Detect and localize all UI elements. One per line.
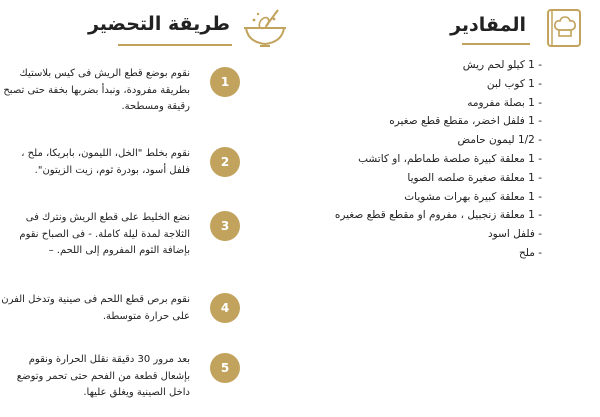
preparation-step: [1, 292, 240, 352]
recipe-book-chef-hat-icon: [540, 8, 588, 48]
ingredient-item: - فلفل اسود: [487, 228, 542, 241]
ingredient-item: - 1 معلقة زنجبيل ، مفروم او مقطع قطع صغيره: [334, 209, 542, 222]
preparation-step: [8, 352, 240, 412]
ingredient-item: - 1 بصلة مفرومه: [467, 96, 542, 109]
step-number-badge: 1: [210, 67, 240, 97]
preparation-step: [8, 210, 240, 270]
step-number-badge: 3: [210, 211, 240, 241]
preparation-step: [8, 146, 240, 206]
ingredient-item: - ملح: [518, 246, 542, 259]
ingredient-item: - 1 فلفل اخضر، مقطع قطع صغيره: [389, 115, 542, 128]
ingredient-item: - 1 معلقة كبيرة بهرات مشويات: [404, 190, 542, 203]
step-text: نقوم بخلط "الخل، الليمون، بابريكا، ملح ، فلفل أسود، بودرة ثوم، زيت الزيتون".: [21, 148, 190, 176]
preparation-header: [87, 6, 298, 52]
ingredients-list: [242, 56, 542, 263]
preparation-title: طريقة التحضير: [87, 13, 230, 35]
ingredient-item: - 1/2 ليمون حامض: [457, 134, 542, 147]
ingredients-header: [428, 8, 594, 50]
step-number-badge: 4: [210, 293, 240, 323]
ingredient-item: - 1 كوب لبن: [486, 77, 542, 90]
step-text: نقوم بوضع قطع الريش فى كيس بلاستيك بطريقة مفرودة، ونبدأ بضربها بخفة حتى تصبح رقيقة ومسطحة.: [3, 68, 190, 112]
ingredient-item: - 1 معلقة كبيرة صلصة طماطم، او كاتشب: [358, 152, 542, 165]
step-text: بعد مرور 30 دقيقة نقلل الحرارة ونقوم بإشعال قطعة من الفحم حتى تحمر وتوضع داخل الصينية ويغلق عليها.: [16, 354, 190, 398]
ingredient-item: - 1 كيلو لحم ريش: [462, 59, 542, 71]
step-text: نضع الخليط على قطع الريش ونترك فى الثلاجة لمدة ليلة كاملة. - فى الصباح نقوم بإضافة الثوم المفروم إلى اللحم. –: [19, 212, 190, 256]
ingredient-item: - 1 معلقة صغيرة صلصه الصويا: [407, 171, 542, 184]
preparation-title-underline: [118, 44, 232, 46]
step-text: نقوم برص قطع اللحم فى صينية وتدخل الفرن على حرارة متوسطة.: [1, 294, 190, 322]
preparation-step: [3, 66, 240, 126]
step-number-badge: 5: [210, 353, 240, 383]
mixing-bowl-whisk-icon: [240, 6, 290, 50]
step-number-badge: 2: [210, 147, 240, 177]
ingredients-title: المقادير: [450, 14, 526, 36]
ingredients-title-underline: [462, 43, 530, 45]
